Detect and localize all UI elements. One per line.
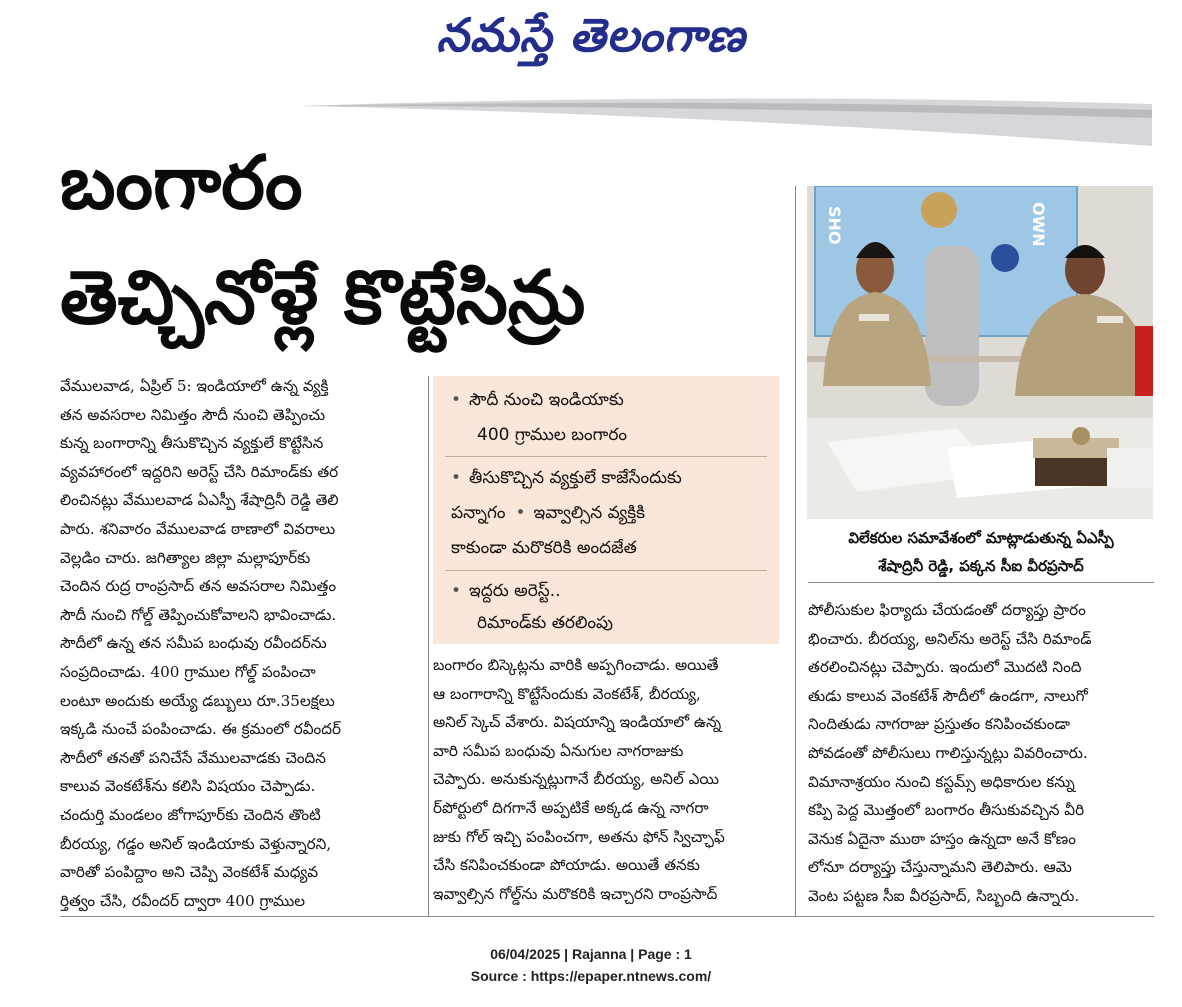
text-line: సౌదీలో ఉన్న తన సమీప బంధువు రవీందర్‌ను — [60, 634, 327, 653]
article-column-1 — [60, 372, 424, 915]
text-line: వారితో పంపిద్దాం అని చెప్పి వెంకటేశ్ మధ్యవ — [60, 863, 319, 882]
caption-line-2: శేషాద్రినీ రెడ్డి, పక్కన సీఐ వీరప్రసాద్ — [878, 557, 1084, 575]
text-line: చెందిన రుద్ర రాంప్రసాద్ తన అవసరాల నిమిత్తం — [60, 577, 337, 596]
text-line: సంప్రదించాడు. 400 గ్రాముల గోల్డ్ పంపించా — [60, 662, 316, 681]
text-line: పోవడంతో పోలీసులు గాలిస్తున్నట్లు వివరించారు. — [808, 743, 1088, 762]
caption-divider — [808, 582, 1154, 583]
press-meet-photo — [807, 186, 1153, 519]
text-line: వేములవాడ, ఏప్రిల్ 5: ఇండియాలో ఉన్న వ్యక్తి — [60, 377, 329, 395]
masthead-title: నమస్తే తెలంగాణ — [436, 8, 746, 62]
text-line: వెనుక ఏదైనా ముఠా హస్తం ఉన్నదా అనే కోణం — [808, 829, 1076, 848]
text-line: చందుర్తి మండలం జోగాపూర్‌కు చెందిన తొంటి — [60, 805, 321, 824]
text-line: ఇవ్వాల్సిన గోల్డ్‌ను మరొకరికి ఇచ్చారని రాంప్రసాద్ — [433, 884, 718, 903]
text-line: కున్న బంగారాన్ని తీసుకొచ్చిన వ్యక్తులే కొట్టేసిన — [60, 434, 324, 453]
article-column-3 — [808, 596, 1154, 911]
bullet-icon: • — [451, 390, 462, 410]
text-line: అనిల్ స్కెచ్ వేశారు. విషయాన్ని ఇండియాలో ఉన్న — [433, 713, 722, 732]
highlight-divider — [445, 456, 767, 457]
highlight-item: కాకుండా మరొకరికి అందజేత — [451, 538, 637, 558]
article-bottom-rule — [60, 916, 1154, 917]
text-line: చేసి కనిపించకుండా పోయాడు. అయితే తనకు — [433, 856, 700, 875]
column-divider — [428, 376, 429, 916]
article-column-2 — [433, 651, 783, 908]
footer-source: Source : https://epaper.ntnews.com/ — [470, 968, 712, 984]
column-divider — [795, 186, 796, 916]
text-line: తుడు కాలువ వెంకటేశ్ సౌదీలో ఉండగా, నాలుగో — [808, 686, 1088, 705]
highlight-item: • సౌదీ నుంచి ఇండియాకు — [451, 390, 624, 410]
text-line: తరలించినట్లు చెప్పారు. ఇందులో మొదటి నింది — [808, 658, 1082, 677]
caption-line-1: విలేకరుల సమావేశంలో మాట్లాడుతున్న ఏఎస్పీ — [848, 529, 1114, 547]
text-line: భించారు. బీరయ్య, అనిల్‌ను అరెస్ట్ చేసి రిమాండ్ — [808, 629, 1092, 648]
text-line: వారి సమీప బంధువు ఏనుగుల నాగరాజుకు — [433, 741, 684, 760]
photo-caption — [808, 524, 1154, 580]
police-logo-icon — [991, 244, 1019, 272]
text-line: వెల్లడిం చారు. జగిత్యాల జిల్లా మల్లాపూర్‌కు — [60, 548, 311, 567]
sign-text-left: SHO — [825, 206, 844, 245]
text-line: నిందితుడు నాగరాజు ప్రస్తుతం కనిపించకుండా — [808, 715, 1070, 734]
headline-line-2: తెచ్చినోళ్లే కొట్టేసిన్రు — [60, 255, 586, 341]
highlight-item: • తీసుకొచ్చిన వ్యక్తులే కాజేసేందుకు — [451, 468, 682, 488]
bullet-icon: • — [515, 503, 526, 523]
text-line: వెంట పట్టణ సీఐ వీరప్రసాద్, సిబ్బంది ఉన్నారు. — [808, 886, 1080, 905]
text-line: పారు. శనివారం వేములవాడ ఠాణాలో వివరాలు — [60, 519, 336, 538]
highlight-item: పన్నాగం • ఇవ్వాల్సిన వ్యక్తికి — [451, 503, 645, 523]
text-line: తన అవసరాల నిమిత్తం సౌదీ నుంచి తెప్పించు — [60, 405, 326, 424]
text-line: ఆ బంగారాన్ని కొట్టేసేందుకు వెంకటేశ్, బీరయ్య, — [433, 684, 701, 703]
footer-edition-info: 06/04/2025 | Rajanna | Page : 1 — [490, 946, 692, 962]
text-line: వ్యవహారంలో ఇద్దరిని అరెస్ట్ చేసి రిమాండ్‌కు తర — [60, 462, 339, 481]
text-line: కప్పి పెద్ద మొత్తంలో బంగారం తీసుకువచ్చిన వీరి — [808, 801, 1085, 820]
headline-line-1: బంగారం — [60, 140, 303, 226]
bullet-icon: • — [451, 468, 462, 488]
text-line: లంటూ అందుకు అయ్యే డబ్బులు రూ.35లక్షలు — [60, 691, 335, 710]
highlight-item: 400 గ్రాముల బంగారం — [477, 425, 628, 445]
highlight-item: • ఇద్దరు అరెస్ట్.. — [451, 581, 561, 601]
text-line: ఇక్కడి నుంచే పంపించాడు. ఈ క్రమంలో రవీందర్ — [60, 720, 341, 739]
text-line: బీరయ్య, గడ్డం అనిల్ ఇండియాకు వెళ్తున్నారని, — [60, 834, 332, 853]
text-line: లించినట్లు వేములవాడ ఏఎస్పీ శేషాద్రినీ రెడ్డి తెలి — [60, 491, 339, 510]
sign-text-right: OWN — [1029, 202, 1048, 247]
text-line: పోలీసుకుల ఫిర్యాదు చేయడంతో దర్యాప్తు ప్రారం — [808, 601, 1086, 619]
text-line: కాలువ వెంకటేశ్‌ను కలిసి విషయం చెప్పాడు. — [60, 777, 316, 796]
text-line: ర్తిత్వం చేసి, రవీందర్ ద్వారా 400 గ్రాముల — [60, 891, 306, 910]
text-line: బంగారం బిస్కెట్లను వారికి అప్పగించాడు. అయితే — [433, 656, 719, 674]
text-line: జుకు గోల్ ఇచ్చి పంపించగా, అతను ఫోన్ స్విచ్ఛాఫ్ — [433, 827, 725, 846]
highlights-box — [433, 376, 779, 644]
text-line: ర్‌పోర్టులో దిగగానే అప్పటికే అక్కడ ఉన్న నాగరా — [433, 798, 709, 817]
text-line: విమానాశ్రయం నుంచి కస్టమ్స్ అధికారుల కన్ను — [808, 772, 1075, 791]
photo-illustration — [807, 186, 1153, 519]
highlight-item: రిమాండ్‌కు తరలింపు — [477, 613, 613, 633]
highlight-divider — [445, 570, 767, 571]
text-line: చెప్పారు. అనుకున్నట్లుగానే బీరయ్య, అనిల్ ఎయి — [433, 770, 719, 789]
bullet-icon: • — [451, 581, 462, 601]
text-line: లోనూ దర్యాప్తు చేస్తున్నామని తెలిపారు. ఆమె — [808, 858, 1072, 877]
emblem-icon — [921, 192, 957, 228]
text-line: సౌదీ నుంచి గోల్డ్ తెప్పించుకోవాలని భావించాడు. — [60, 605, 337, 624]
text-line: సౌదీలో తనతో పనిచేసే వేములవాడకు చెందిన — [60, 748, 326, 767]
